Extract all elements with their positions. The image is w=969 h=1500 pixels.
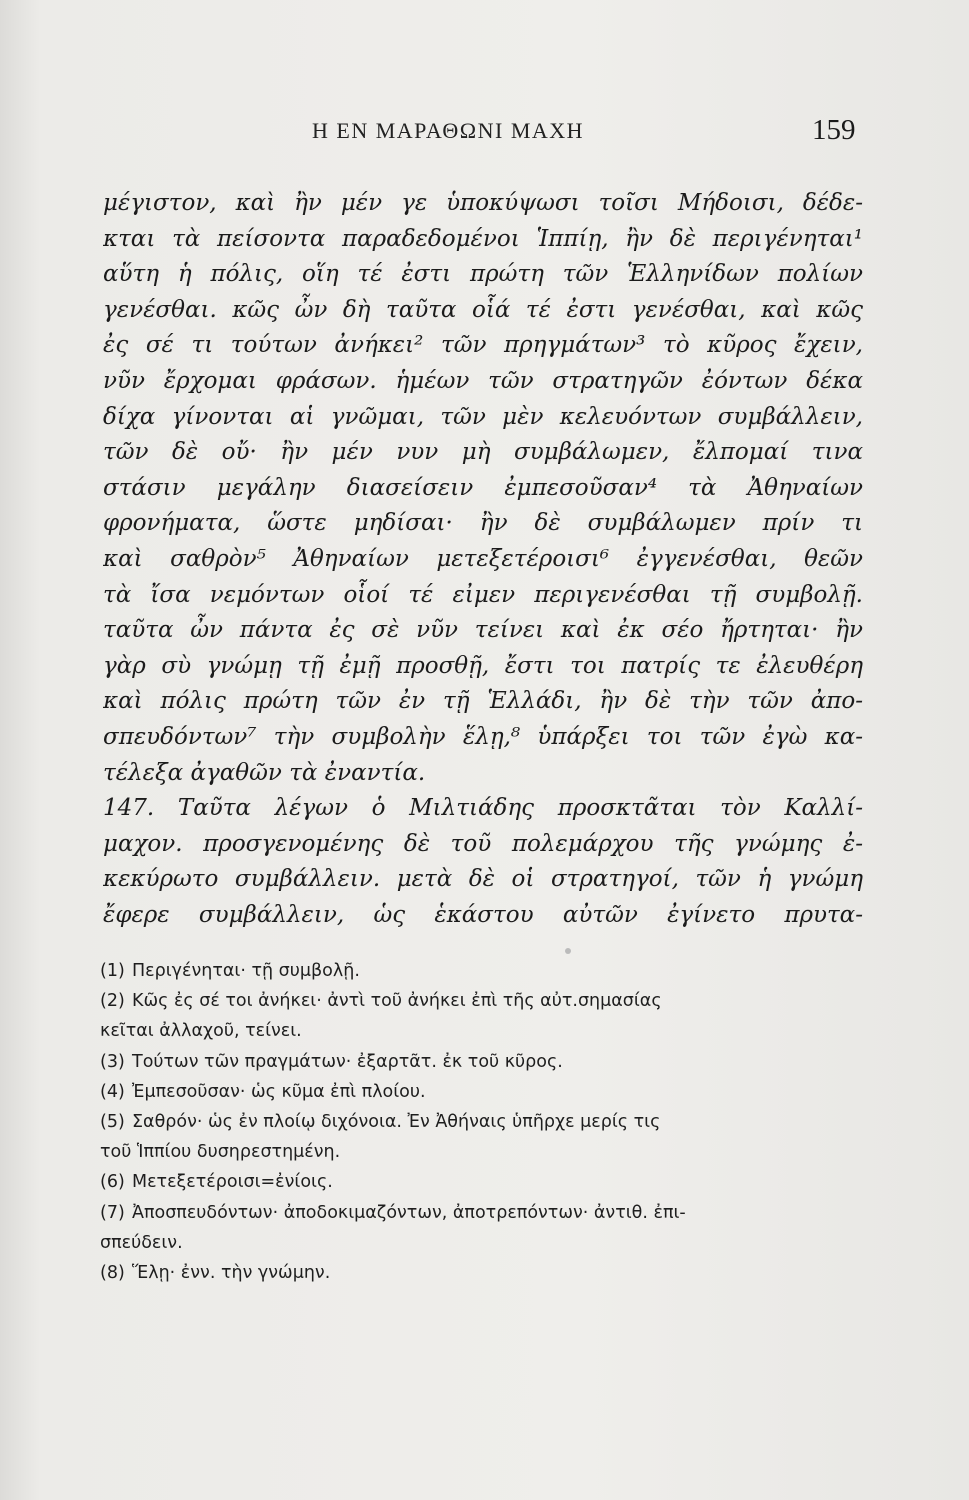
footnote-continuation (100, 1137, 860, 1167)
footnote (100, 1107, 860, 1137)
main-text (103, 186, 863, 933)
footnote (100, 1047, 860, 1077)
footnote-text: κεῖται ἀλλαχοῦ, τείνει. (100, 1021, 302, 1042)
text-line: γενέσθαι. κῶς ὦν δὴ ταῦτα οἷά τέ ἐστι γενέσθαι, καὶ κῶς (103, 296, 863, 323)
text-line: καὶ σαθρὸν⁵ Ἀθηναίων μετεξετέροισι⁶ ἐγγενέσθαι, θεῶν (103, 545, 863, 572)
footnote (100, 1167, 860, 1197)
footnote-number: (3) (100, 1051, 125, 1072)
text-line: μέγιστον, καὶ ἢν μέν γε ὑποκύψωσι τοῖσι Μήδοισι, δέδε- (103, 190, 863, 216)
footnote (100, 986, 860, 1016)
text-line: κεκύρωτο συμβάλλειν. μετὰ δὲ οἱ στρατηγοί, τῶν ἡ γνώμη (103, 866, 863, 893)
footnote (100, 1198, 860, 1228)
footnote-text: τοῦ Ἱππίου δυσηρεστημένη. (100, 1142, 341, 1163)
text-line: τῶν δὲ οὔ· ἢν μέν νυν μὴ συμβάλωμεν, ἔλπομαί τινα (103, 439, 863, 466)
text-line: τὰ ἴσα νεμόντων οἷοί τέ εἰμεν περιγενέσθαι τῇ συμβολῇ. (103, 581, 863, 608)
footnote-text: Μετεξετέροισι=ἐνίοις. (132, 1172, 333, 1193)
footnote-text: Τούτων τῶν πραγμάτων· ἐξαρτᾶτ. ἐκ τοῦ κῦρος. (132, 1051, 563, 1072)
text-line: ἔφερε συμβάλλειν, ὡς ἑκάστου αὐτῶν ἐγίνετο πρυτα- (103, 901, 863, 928)
footnote-number: (6) (100, 1172, 125, 1193)
text-line: μαχον. προσγενομένης δὲ τοῦ πολεμάρχου τῆς γνώμης ἐ- (103, 830, 863, 857)
text-line: στάσιν μεγάλην διασείσειν ἐμπεσοῦσαν⁴ τὰ Ἀθηναίων (103, 474, 863, 501)
separator-dot (565, 948, 571, 954)
text-line: φρονήματα, ὥστε μηδίσαι· ἢν δὲ συμβάλωμεν πρίν τι (103, 510, 863, 537)
page-header (0, 114, 969, 148)
running-title: Η ΕΝ ΜΑΡΑΘΩΝΙ ΜΑΧΗ (312, 118, 585, 143)
page-number: 159 (812, 114, 856, 146)
footnote-text: Σαθρόν· ὡς ἐν πλοίῳ διχόνοια. Ἐν Ἀθήναις ὑπῆρχε μερίς τις (132, 1111, 661, 1132)
footnote (100, 1258, 860, 1288)
text-line: νῦν ἔρχομαι φράσων. ἡμέων τῶν στρατηγῶν ἐόντων δέκα (103, 367, 863, 394)
footnote-number: (8) (100, 1262, 125, 1283)
footnote-text: Ἕλῃ· ἐνν. τὴν γνώμην. (132, 1262, 331, 1283)
footnote-continuation (100, 1228, 860, 1258)
footnote-text: Ἐμπεσοῦσαν· ὡς κῦμα ἐπὶ πλοίου. (132, 1081, 426, 1102)
footnote-text: σπεύδειν. (100, 1232, 183, 1253)
text-line: σπευδόντων⁷ τὴν συμβολὴν ἕλῃ,⁸ ὑπάρξει τοι τῶν ἐγὼ κα- (103, 723, 863, 750)
text-line: καὶ πόλις πρώτη τῶν ἐν τῇ Ἑλλάδι, ἢν δὲ τὴν τῶν ἀπο- (103, 688, 863, 715)
text-line: ταῦτα ὦν πάντα ἐς σὲ νῦν τείνει καὶ ἐκ σέο ἤρτηται· ἢν (103, 617, 863, 644)
footnote-number: (1) (100, 961, 125, 981)
footnote (100, 956, 860, 986)
footnote-number: (7) (100, 1202, 125, 1223)
footnote-number: (5) (100, 1111, 125, 1132)
footnotes (100, 956, 860, 1288)
footnote-text: Κῶς ἐς σέ τοι ἀνήκει· ἀντὶ τοῦ ἀνήκει ἐπὶ τῆς αὐτ.σημασίας (132, 991, 662, 1012)
footnote (100, 1077, 860, 1107)
section-147-start: 147. Ταῦτα λέγων ὁ Μιλτιάδης προσκτᾶται τὸν Καλλί- (103, 795, 863, 822)
text-line: δίχα γίνονται αἱ γνῶμαι, τῶν μὲν κελευόντων συμβάλλειν, (103, 403, 863, 430)
footnote-number: (2) (100, 991, 125, 1012)
footnote-text: Ἀποσπευδόντων· ἀποδοκιμαζόντων, ἀποτρεπόντων· ἀντιθ. ἐπι- (132, 1202, 686, 1223)
footnote-number: (4) (100, 1081, 125, 1102)
text-line: αὕτη ἡ πόλις, οἵη τέ ἐστι πρώτη τῶν Ἑλληνίδων πολίων (103, 261, 863, 288)
text-line: κται τὰ πείσοντα παραδεδομένοι Ἱππίῃ, ἢν δὲ περιγένηται¹ (103, 225, 863, 252)
footnote-text: Περιγένηται· τῇ συμβολῇ. (132, 961, 360, 981)
footnote-continuation (100, 1016, 860, 1046)
text-line: ἐς σέ τι τούτων ἀνήκει² τῶν πρηγμάτων³ τὸ κῦρος ἔχειν, (103, 332, 863, 359)
text-line: τέλεξα ἀγαθῶν τὰ ἐναντία. (103, 759, 426, 786)
text-line: γὰρ σὺ γνώμῃ τῇ ἐμῇ προσθῇ, ἔστι τοι πατρίς τε ἐλευθέρη (103, 652, 863, 679)
